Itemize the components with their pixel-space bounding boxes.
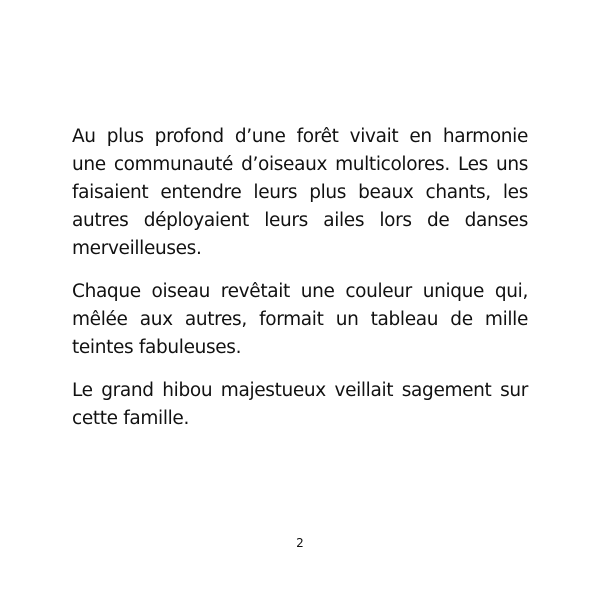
story-text	[72, 123, 528, 448]
paragraph-1: Au plus profond d’une forêt vivait en harmonie une communauté d’oiseaux multicolores. Les uns faisaient entendre leurs plus beaux chants, les autres déployaient leurs ailes lors de danses merveilleuses.	[72, 126, 528, 259]
page-number: 2	[296, 536, 304, 550]
paragraph-3: Le grand hibou majestueux veillait sagement sur cette famille.	[72, 380, 528, 429]
paragraph-2: Chaque oiseau revêtait une couleur unique qui, mêlée aux autres, formait un tableau de mille teintes fabuleuses.	[72, 281, 528, 358]
